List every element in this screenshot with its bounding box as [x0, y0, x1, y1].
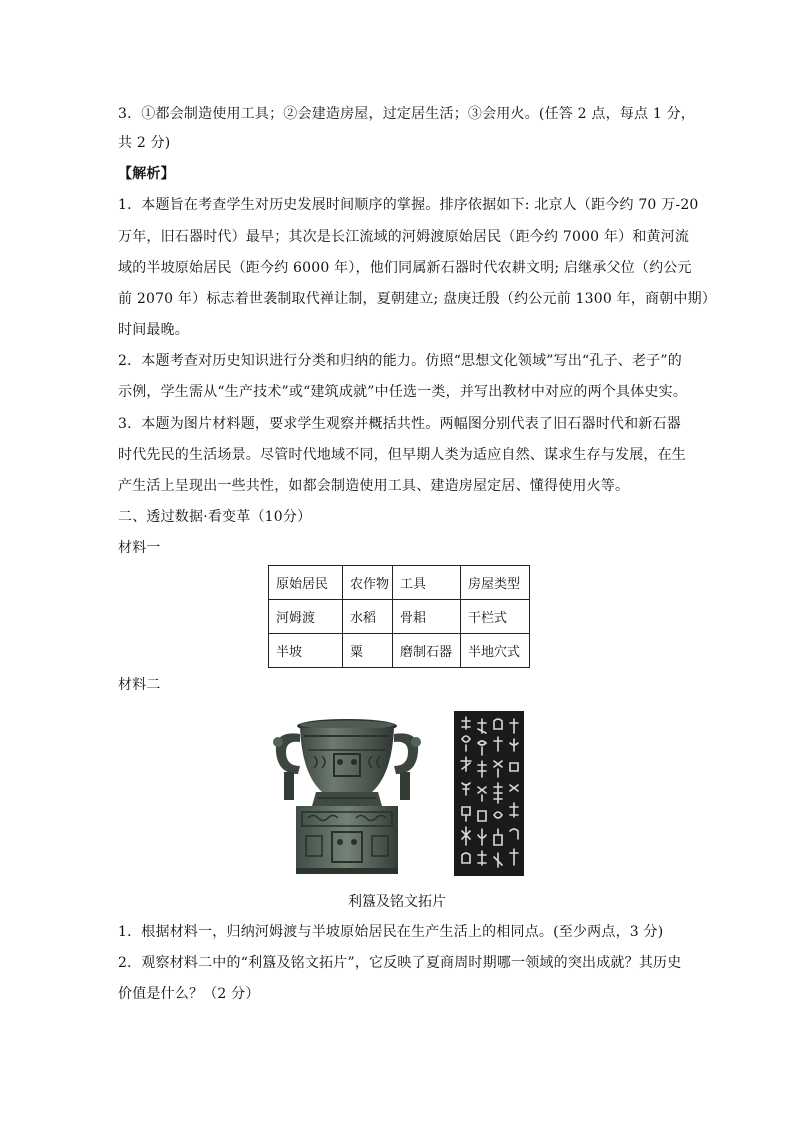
- analysis-2-line-1: 2．本题考查对历史知识进行分类和归纳的能力。仿照“思想文化领域”写出“孔子、老子”的: [118, 353, 682, 369]
- table-header-cell: 工具: [393, 566, 461, 600]
- table-header-cell: 农作物: [343, 566, 393, 600]
- answer-3-line-2: 共 2 分): [118, 135, 171, 151]
- analysis-3-line-2: 时代先民的生活场景。尽管时代地域不同，但早期人类为适应自然、谋求生存与发展，在生: [118, 447, 686, 463]
- analysis-3-line-1: 3．本题为图片材料题，要求学生观察并概括共性。两幅图分别代表了旧石器时代和新石器: [118, 416, 681, 432]
- analysis-3-line-3: 产生活上呈现出一些共性，如都会制造使用工具、建造房屋定居、懂得使用火等。: [118, 478, 630, 494]
- analysis-1-line-2: 万年，旧石器时代）最早；其次是长江流域的河姆渡原始居民（距今约 7000 年）和黄河流: [118, 229, 690, 245]
- material-1-table: [268, 565, 530, 668]
- table-cell: 半坡: [269, 634, 343, 668]
- analysis-1-line-3: 域的半坡原始居民（距今约 6000 年），他们同属新石器时代农耕文明; 启继承父位（约公元: [118, 260, 692, 276]
- table-cell: 河姆渡: [269, 600, 343, 634]
- material-1-label: 材料一: [118, 540, 161, 556]
- analysis-1-line-1: 1．本题旨在考查学生对历史发展时间顺序的掌握。排序依据如下: 北京人（距今约 70 万-20: [118, 197, 699, 213]
- analysis-2-line-2: 示例，学生需从“生产技术”或“建筑成就”中任选一类，并写出教材中对应的两个具体史实。: [118, 384, 688, 400]
- table-cell: 水稻: [343, 600, 393, 634]
- analysis-1-line-4: 前 2070 年）标志着世袭制取代禅让制，夏朝建立; 盘庚迁殷（约公元前 1300 年，商朝中期）: [118, 291, 717, 307]
- table-cell: 磨制石器: [393, 634, 461, 668]
- inscription-rubbing-image: [454, 711, 524, 876]
- answer-3-line-1: 3．①都会制造使用工具；②会建造房屋，过定居生活；③会用火。(任答 2 点，每点 1 分，: [118, 106, 695, 122]
- li-gui-bronze-vessel-image: [264, 712, 430, 877]
- table-cell: 半地穴式: [461, 634, 530, 668]
- question-2-line-1: 2．观察材料二中的“利簋及铭文拓片”，它反映了夏商周时期哪一领域的突出成就？其历史: [118, 955, 682, 971]
- analysis-1-line-5: 时间最晚。: [118, 322, 189, 338]
- table-header-row: [269, 566, 530, 600]
- table-cell: 骨耜: [393, 600, 461, 634]
- table-row: [269, 634, 530, 668]
- table-row: [269, 600, 530, 634]
- table-header-cell: 原始居民: [269, 566, 343, 600]
- material-2-label: 材料二: [118, 677, 161, 693]
- question-1: 1．根据材料一，归纳河姆渡与半坡原始居民在生产生活上的相同点。(至少两点，3 分): [118, 924, 664, 940]
- table-cell: 干栏式: [461, 600, 530, 634]
- figure-caption: 利簋及铭文拓片: [348, 894, 446, 910]
- question-2-line-2: 价值是什么？（2 分）: [118, 986, 260, 1002]
- analysis-header: 【解析】: [118, 166, 175, 182]
- table-header-cell: 房屋类型: [461, 566, 530, 600]
- section-2-title: 二、透过数据·看变革（10分）: [118, 509, 312, 525]
- table-cell: 粟: [343, 634, 393, 668]
